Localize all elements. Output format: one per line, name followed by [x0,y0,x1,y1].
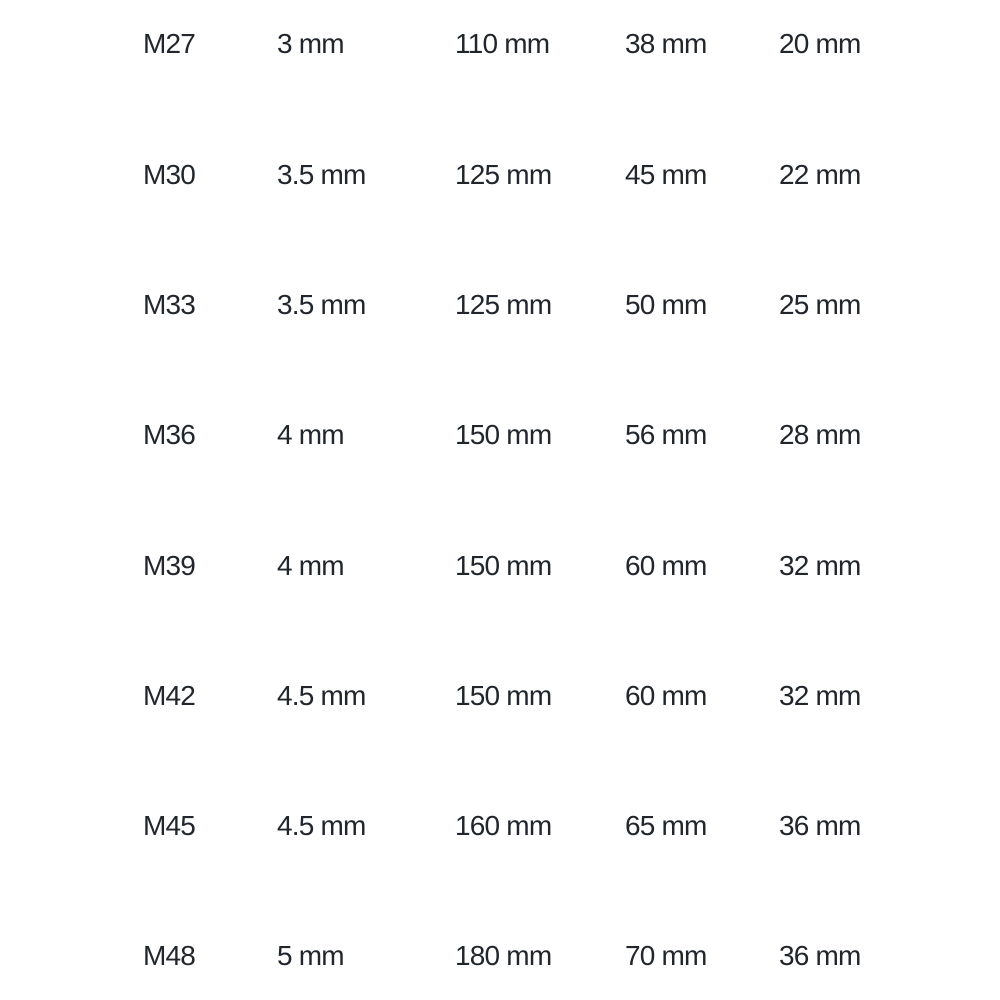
table-cell: 36 mm [779,810,861,842]
table-cell: 32 mm [779,679,861,711]
table-cell: 38 mm [625,28,707,60]
table-row [0,370,1000,500]
table-cell: 125 mm [455,158,552,190]
table-cell: 60 mm [625,549,707,581]
table-cell: 50 mm [625,288,707,320]
table-cell: 56 mm [625,419,707,451]
table-cell: 70 mm [625,940,707,972]
table-cell: M39 [143,549,196,581]
table-cell: M33 [143,288,196,320]
table-cell: M48 [143,940,196,972]
table-cell: 28 mm [779,419,861,451]
table-cell: M36 [143,419,196,451]
table-cell: 45 mm [625,158,707,190]
table-row [0,761,1000,891]
table-cell: 4.5 mm [277,679,366,711]
table-cell: 25 mm [779,288,861,320]
table-cell: M27 [143,28,196,60]
table-cell: 150 mm [455,549,552,581]
table-cell: M30 [143,158,196,190]
table-row [0,630,1000,760]
table-cell: M42 [143,679,196,711]
table-cell: 3 mm [277,28,344,60]
table-row [0,109,1000,239]
table-cell: 160 mm [455,810,552,842]
table-cell: 36 mm [779,940,861,972]
table-cell: 20 mm [779,28,861,60]
table-cell: 150 mm [455,679,552,711]
table-row [0,891,1000,1000]
table-cell: 60 mm [625,679,707,711]
table-row [0,240,1000,370]
table-cell: 5 mm [277,940,344,972]
table-cell: 4.5 mm [277,810,366,842]
table-cell: 110 mm [455,28,550,60]
table-cell: M45 [143,810,196,842]
table-row [0,0,1000,109]
table-cell: 125 mm [455,288,552,320]
table-cell: 150 mm [455,419,552,451]
table-cell: 32 mm [779,549,861,581]
table-cell: 3.5 mm [277,158,366,190]
table-cell: 65 mm [625,810,707,842]
table-cell: 180 mm [455,940,552,972]
table-cell: 3.5 mm [277,288,366,320]
table-row [0,500,1000,630]
table-cell: 4 mm [277,419,344,451]
table-cell: 4 mm [277,549,344,581]
table-cell: 22 mm [779,158,861,190]
